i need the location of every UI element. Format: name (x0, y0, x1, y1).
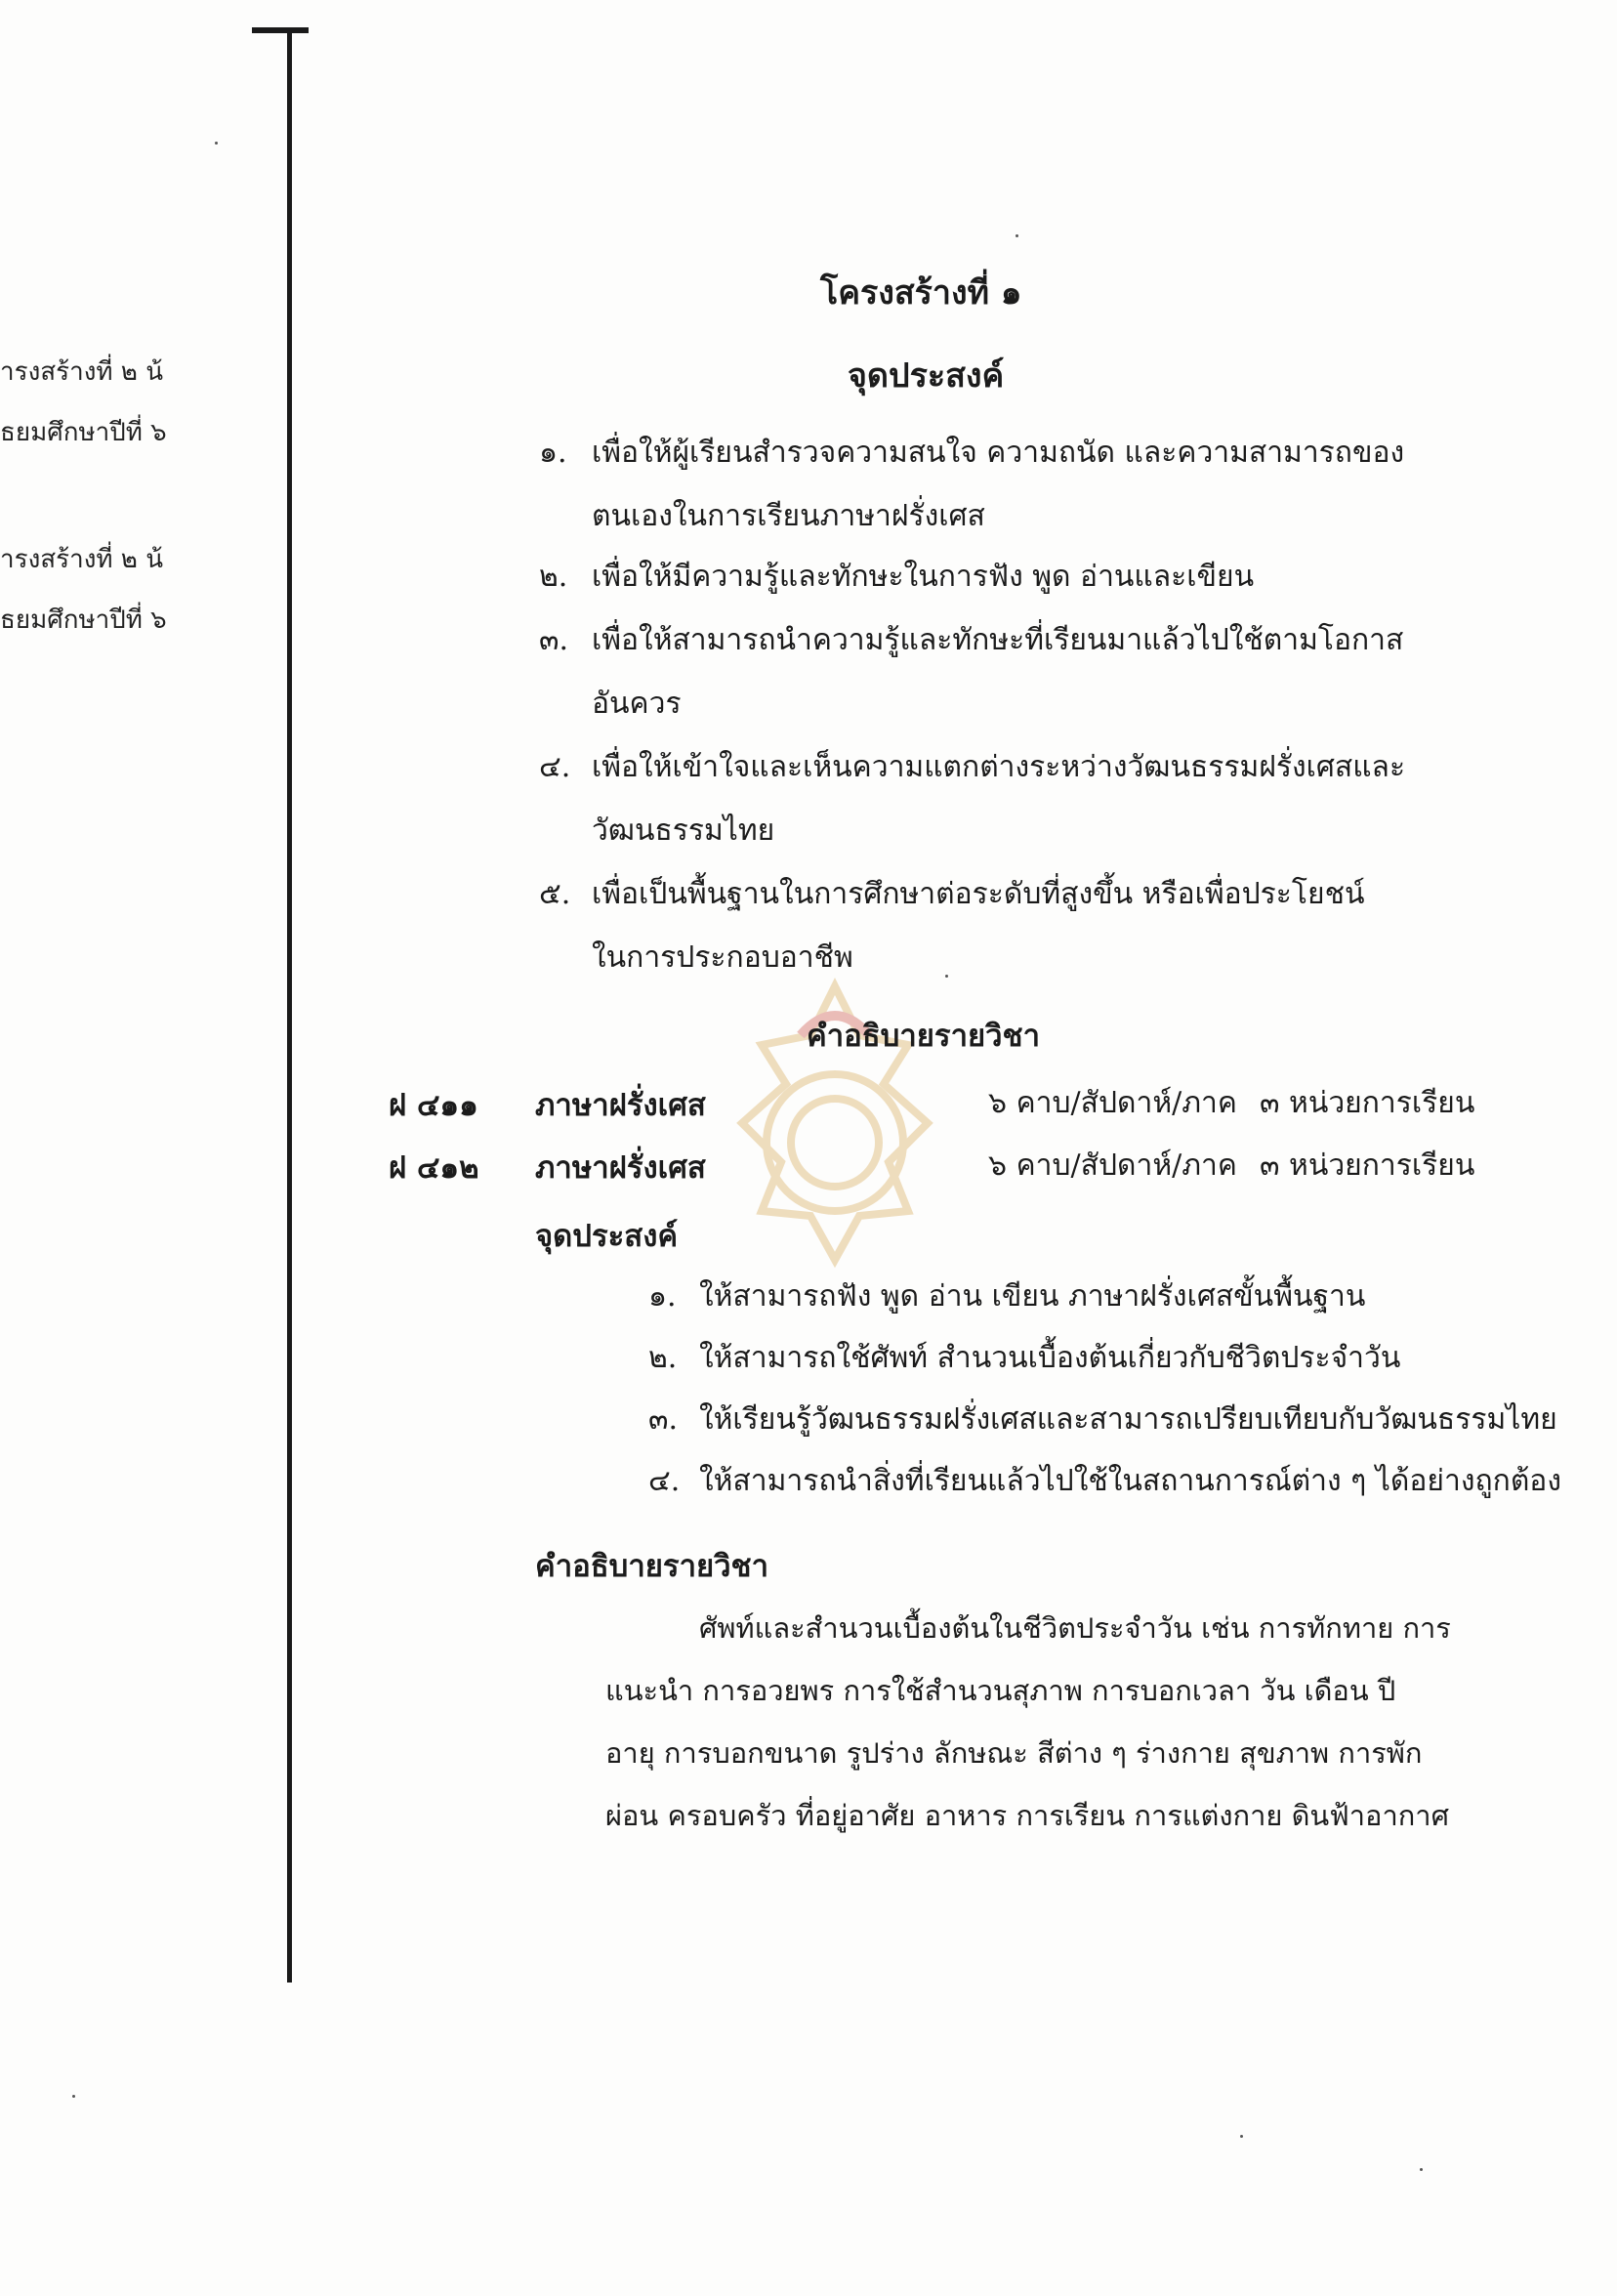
course-objective-number: ๑. (648, 1279, 677, 1314)
course-hours: ๖ คาบ/สัปดาห์/ภาค (988, 1086, 1237, 1120)
objective-number: ๔. (539, 750, 571, 784)
description-line: ศัพท์และสำนวนเบื้องต้นในชีวิตประจำวัน เช่น การทักทาย การ (699, 1611, 1451, 1645)
course-code: ฝ ๔๑๒ (389, 1150, 479, 1186)
course-objective-number: ๒. (648, 1341, 678, 1375)
course-objective-number: ๓. (648, 1402, 679, 1437)
objectives-heading: จุดประสงค์ (848, 356, 1005, 396)
description-line: อายุ การบอกขนาด รูปร่าง ลักษณะ สีต่าง ๆ ร่างกาย สุขภาพ การพัก (605, 1736, 1423, 1770)
course-objective-text: ให้สามารถนำสิ่งที่เรียนแล้วไปใช้ในสถานการณ์ต่าง ๆ ได้อย่างถูกต้อง (699, 1464, 1561, 1498)
description-line: แนะนำ การอวยพร การใช้สำนวนสุภาพ การบอกเวลา วัน เดือน ปี (605, 1674, 1396, 1707)
description-heading: คำอธิบายรายวิชา (535, 1549, 769, 1584)
scan-speck (215, 142, 218, 145)
objective-text: อันควร (592, 687, 682, 721)
course-objective-text: ให้สามารถใช้ศัพท์ สำนวนเบื้องต้นเกี่ยวกับชีวิตประจำวัน (699, 1341, 1401, 1375)
course-objectives-heading: จุดประสงค์ (535, 1219, 679, 1254)
objective-text: เพื่อให้มีความรู้และทักษะในการฟัง พูด อ่านและเขียน (592, 560, 1255, 594)
course-objective-text: ให้สามารถฟัง พูด อ่าน เขียน ภาษาฝรั่งเศสขั้นพื้นฐาน (699, 1279, 1366, 1314)
objective-text: เพื่อให้สามารถนำความรู้และทักษะที่เรียนมาแล้วไปใช้ตามโอกาส (592, 623, 1404, 657)
scan-speck (1016, 234, 1018, 237)
scan-speck (1240, 2135, 1243, 2138)
course-hours: ๖ คาบ/สัปดาห์/ภาค (988, 1148, 1237, 1183)
objective-text: ในการประกอบอาชีพ (592, 940, 853, 975)
objective-number: ๒. (539, 560, 568, 594)
objective-text: เพื่อให้เข้าใจและเห็นความแตกต่างระหว่างวัฒนธรรมฝรั่งเศสและ (592, 750, 1406, 784)
objective-number: ๓. (539, 623, 569, 657)
objective-number: ๕. (539, 877, 571, 911)
side-note-1: ารงสร้างที่ ๒ น้ (0, 357, 163, 387)
course-name: ภาษาฝรั่งเศส (535, 1088, 706, 1123)
objective-text: วัฒนธรรมไทย (592, 814, 775, 848)
side-note-4: ธยมศึกษาปีที่ ๖ (0, 605, 167, 635)
description-line: ผ่อน ครอบครัว ที่อยู่อาศัย อาหาร การเรียน การแต่งกาย ดินฟ้าอากาศ (605, 1799, 1449, 1832)
objective-text: ตนเองในการเรียนภาษาฝรั่งเศส (592, 499, 985, 533)
course-credits: ๓ หน่วยการเรียน (1260, 1148, 1475, 1183)
course-name: ภาษาฝรั่งเศส (535, 1150, 706, 1186)
course-objective-number: ๔. (648, 1464, 681, 1498)
side-note-2: ธยมศึกษาปีที่ ๖ (0, 418, 167, 447)
objective-text: เพื่อให้ผู้เรียนสำรวจความสนใจ ความถนัด และความสามารถของ (592, 436, 1405, 470)
course-heading: คำอธิบายรายวิชา (807, 1019, 1041, 1054)
scan-speck (72, 2095, 75, 2098)
binding-tick (252, 27, 309, 33)
scan-speck (1420, 2168, 1423, 2171)
objective-number: ๑. (539, 436, 567, 470)
course-code: ฝ ๔๑๑ (389, 1088, 478, 1123)
course-credits: ๓ หน่วยการเรียน (1260, 1086, 1475, 1120)
objective-text: เพื่อเป็นพื้นฐานในการศึกษาต่อระดับที่สูงขึ้น หรือเพื่อประโยชน์ (592, 877, 1365, 911)
page-title: โครงสร้างที่ ๑ (820, 273, 1022, 313)
scan-speck (945, 975, 948, 978)
binding-line (287, 29, 292, 1983)
side-note-3: ารงสร้างที่ ๒ น้ (0, 545, 163, 574)
course-objective-text: ให้เรียนรู้วัฒนธรรมฝรั่งเศสและสามารถเปรียบเทียบกับวัฒนธรรมไทย (699, 1402, 1557, 1437)
